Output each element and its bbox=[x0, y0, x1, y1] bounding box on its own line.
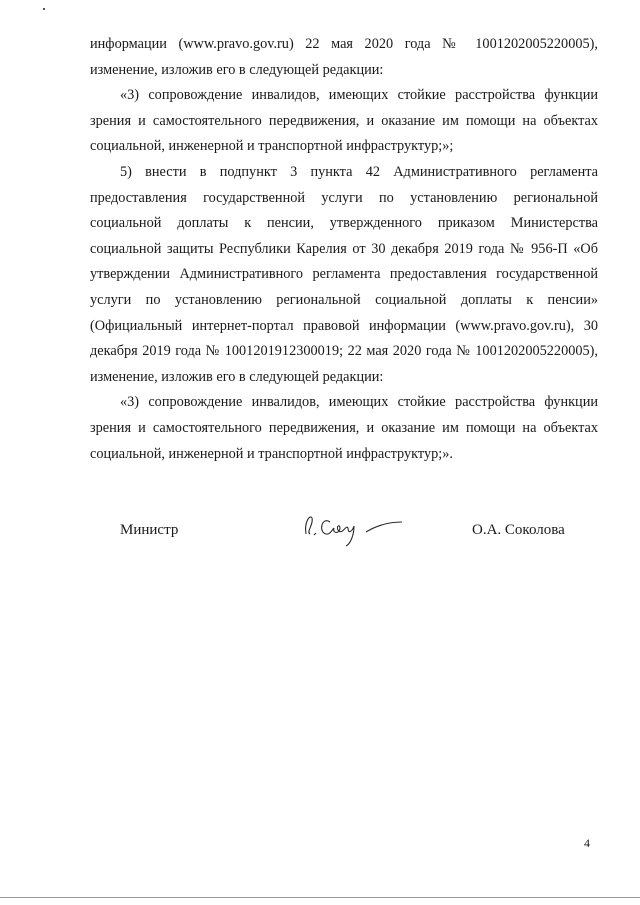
signer-title: Министр bbox=[120, 522, 179, 538]
signature-block bbox=[0, 508, 640, 548]
document-body bbox=[90, 32, 598, 467]
paragraph-quote-1: «3) сопровождение инвалидов, имеющих стойкие расстройства функции зрения и самостоятельного передвижения, и оказание им помощи на объектах социальной, инженерной и транспортной инфраструктур;»; bbox=[90, 87, 598, 155]
paragraph-item-5: 5) внести в подпункт 3 пункта 42 Административного регламента предоставления государственной услуги по установлению региональной социальной доплаты к пенсии, утвержденного приказом Министерства социальной защиты Республики Карелия от 30 декабря 2019 года № 956-П «Об утверждении Административного регламента предоставления государственной услуги по установлению региональной социальной доплаты к пенсии» (Официальный интернет-портал правовой информации (www.pravo.gov.ru), 30 декабря 2019 года № 1001201912300019; 22 мая 2020 года № 1001202005220005), изменение, изложив его в следующей редакции: bbox=[90, 163, 598, 385]
signer-name: О.А. Соколова bbox=[472, 522, 565, 538]
page-bottom-edge bbox=[0, 897, 640, 898]
scan-dot bbox=[43, 8, 45, 10]
page-number: 4 bbox=[584, 836, 590, 850]
paragraph-quote-2: «3) сопровождение инвалидов, имеющих стойкие расстройства функции зрения и самостоятельного передвижения, и оказание им помощи на объектах социальной, инженерной и транспортной инфраструктур;». bbox=[90, 394, 598, 462]
paragraph-continuation: информации (www.pravo.gov.ru) 22 мая 2020 года № 1001202005220005), изменение, изложив его в следующей редакции: bbox=[90, 36, 598, 78]
handwritten-signature bbox=[296, 508, 416, 548]
